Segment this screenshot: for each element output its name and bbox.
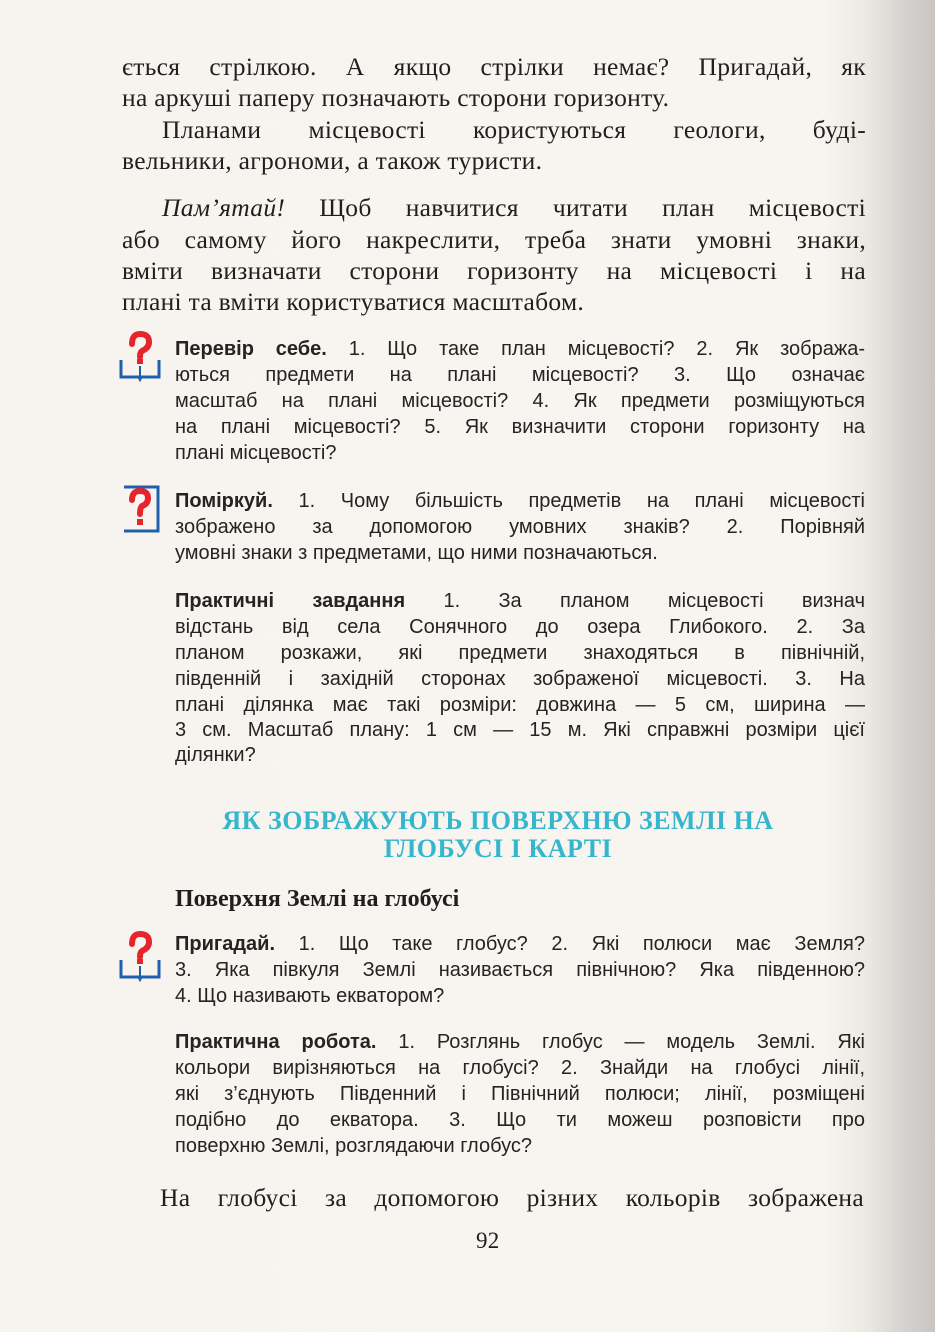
work-line-5: поверхню Землі, розглядаючи глобус? (175, 1135, 532, 1157)
book-question-icon (118, 930, 162, 982)
intro-line-1: ється стрілкою. А якщо стрілки немає? Пригадай, як (122, 52, 866, 81)
practice-line-4: південній і західній сторонах зображеної місцевості. 3. На (175, 668, 865, 690)
think-line-1 (175, 490, 865, 513)
intro-line-3: Планами місцевості користуються геологи, буді- (162, 115, 866, 144)
section-title-line-1: ЯК ЗОБРАЖУЮТЬ ПОВЕРХНЮ ЗЕМЛІ НА (222, 806, 774, 835)
section-title-line-2: ГЛОБУСІ І КАРТІ (383, 834, 613, 863)
recall-line-2: 3. Яка півкуля Землі називається північною? Яка південною? (175, 959, 865, 981)
check-line-2: ються предмети на плані місцевості? 3. Що означає (175, 364, 865, 386)
check-line-1 (175, 338, 865, 361)
practice-line-1-text: 1. За планом місцевості визнач (405, 590, 865, 612)
check-line-1-text: 1. Що таке план місцевості? 2. Як зобража- (326, 338, 865, 360)
work-label: Практична робота. (175, 1031, 377, 1053)
work-line-3: які з’єднують Південний і Північний полюси; лінії, розміщені (175, 1083, 865, 1105)
remember-line-1 (162, 193, 866, 223)
think-line-3: умовні знаки з предметами, що ними позначаються. (175, 542, 658, 564)
recall-line-1-text: 1. Що таке глобус? 2. Які полюси має Земля? (275, 933, 865, 955)
page-number: 92 (476, 1228, 500, 1253)
practice-line-2: відстань від села Сонячного до озера Глибокого. 2. За (175, 616, 865, 638)
think-line-2: зображено за допомогою умовних знаків? 2. Порівняй (175, 516, 865, 538)
think-label: Поміркуй. (175, 490, 273, 512)
practice-line-5: плані ділянка має такі розміри: довжина — 5 см, ширина — (175, 694, 865, 716)
work-line-1-text: 1. Розглянь глобус — модель Землі. Які (376, 1031, 865, 1053)
practice-label: Практичні завдання (175, 590, 406, 612)
remember-line-1-text: Щоб навчитися читати план місцевості (285, 193, 866, 222)
practice-line-6: 3 см. Масштаб плану: 1 см — 15 м. Які справжні розміри цієї (175, 719, 865, 741)
remember-label: Пам’ятай! (162, 193, 286, 222)
intro-line-2: на аркуші паперу позначають сторони горизонту. (122, 83, 670, 112)
recall-line-1 (175, 933, 865, 956)
question-icon (118, 484, 162, 536)
check-line-3: масштаб на плані місцевості? 4. Як предмети розміщуються (175, 390, 865, 412)
check-label: Перевір себе. (175, 338, 327, 360)
practice-line-3: планом розкажи, які предмети знаходяться в північній, (175, 642, 865, 664)
practice-line-7: ділянки? (175, 744, 256, 766)
work-line-1 (175, 1031, 865, 1054)
remember-line-3: вміти визначати сторони горизонту на місцевості і на (122, 256, 866, 285)
book-question-icon (118, 330, 162, 382)
closing-line: На глобусі за допомогою різних кольорів зображена (160, 1183, 864, 1212)
remember-line-2: або самому його накреслити, треба знати умовні знаки, (122, 225, 866, 254)
practice-line-1 (175, 590, 865, 613)
recall-label: Пригадай. (175, 933, 276, 955)
intro-line-4: вельники, агрономи, а також туристи. (122, 146, 543, 175)
think-line-1-text: 1. Чому більшість предметів на плані місцевості (272, 490, 865, 512)
work-line-2: кольори вирізняються на глобусі? 2. Знайди на глобусі лінії, (175, 1057, 865, 1079)
recall-line-3: 4. Що називають екватором? (175, 985, 445, 1007)
section-subtitle: Поверхня Землі на глобусі (175, 886, 460, 912)
check-line-5: плані місцевості? (175, 442, 337, 464)
remember-line-4: плані та вміти користуватися масштабом. (122, 287, 585, 316)
check-line-4: на плані місцевості? 5. Як визначити сторони горизонту на (175, 416, 865, 438)
work-line-4: подібно до екватора. 3. Що ти можеш розповісти про (175, 1109, 865, 1131)
